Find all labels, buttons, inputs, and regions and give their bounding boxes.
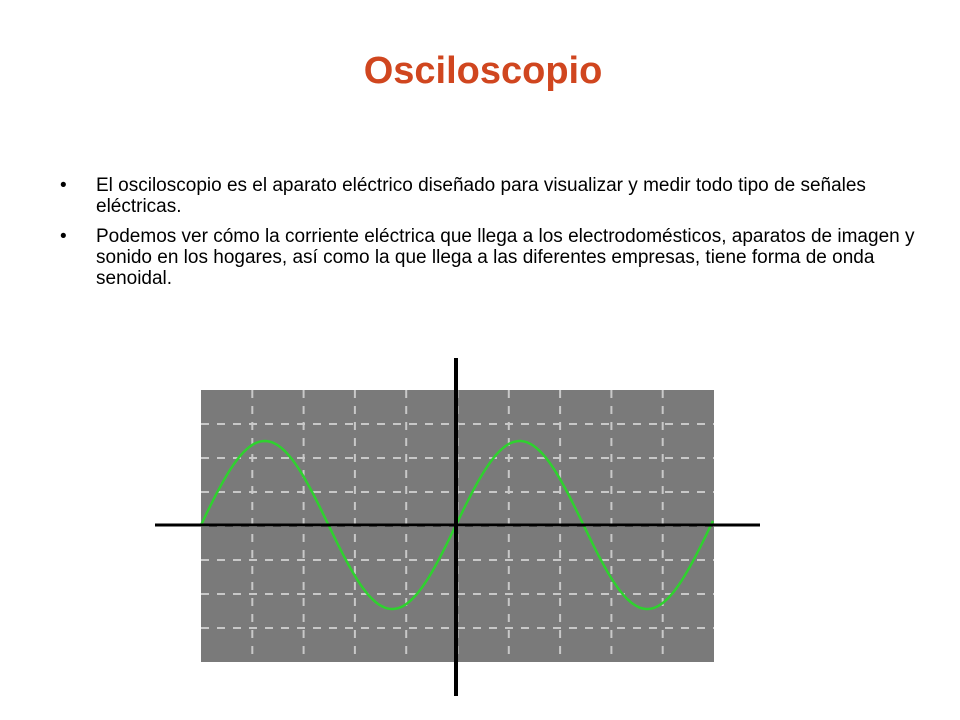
bullet-text: El osciloscopio es el aparato eléctrico diseñado para visualizar y medir todo tipo de señales eléctricas. [96, 175, 866, 217]
bullet-marker: • [60, 175, 67, 196]
bullet-text: Podemos ver cómo la corriente eléctrica que llega a los electrodomésticos, aparatos de imagen y sonido en los hogares, así como la que llega a las diferentes empresas, tiene forma de onda senoidal. [96, 226, 915, 289]
bullet-marker: • [60, 226, 67, 247]
slide-title: Osciloscopio [363, 50, 603, 92]
